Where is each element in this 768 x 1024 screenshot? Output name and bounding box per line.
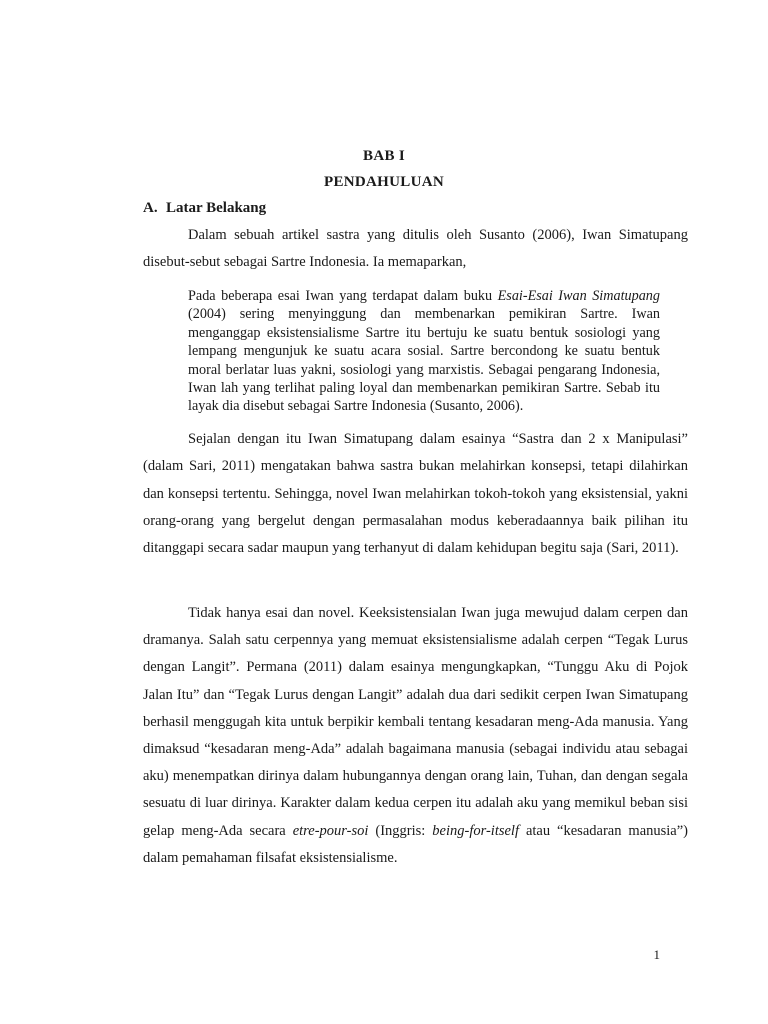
paragraph-intro: Dalam sebuah artikel sastra yang ditulis oleh Susanto (2006), Iwan Simatupang disebut-sebut sebagai Sartre Indonesia. Ia memaparkan, (143, 227, 688, 271)
paragraph-third-text: Tidak hanya esai dan novel. Keeksistensialan Iwan juga mewujud dalam cerpen dan dramanya. Salah satu cerpennya yang memuat eksistensialisme adalah cerpen “Tegak Lurus dengan Langit”. Permana (2011) dalam esainya mengungkapkan, “Tunggu Aku di Pojok Jalan Itu” dan “Tegak Lurus dengan Langit” adalah dua dari sedikit cerpen Iwan Simatupang berhasil menggugah kita untuk berpikir kembali tentang kesadaran meng-Ada manusia. Yang dimaksud “kesadaran meng-Ada” adalah bagaimana manusia (sebagai individu atau sebagai aku) menempatkan dirinya dalam hubungannya dengan orang lain, Tuhan, dan dengan segala sesuatu di luar dirinya. Karakter dalam kedua cerpen itu adalah aku yang memikul beban sisi gelap meng-Ada secara (143, 605, 688, 839)
block-quote (188, 287, 660, 416)
page-number: 1 (653, 947, 660, 962)
term-etre-pour-soi: etre-pour-soi (292, 822, 369, 839)
paragraph-third-end: atau “kesadaran manusia”) dalam pemahaman filsafat eksistensialisme. (143, 822, 689, 866)
paragraph-second: Sejalan dengan itu Iwan Simatupang dalam esainya “Sastra dan 2 x Manipulasi” (dalam Sari, 2011) mengatakan bahwa sastra bukan melahirkan konsepsi, tetapi dilahirkan dan konsepsi tertentu. Sehingga, novel Iwan melahirkan tokoh-tokoh yang eksistensial, yakni orang-orang yang bergelut dengan permasalahan modus keberadaannya baik pilihan itu ditanggapi secara sadar maupun yang terhanyut di dalam kehidupan begitu saja (Sari, 2011). (143, 431, 688, 557)
section-title: Latar Belakang (166, 200, 267, 216)
section-heading (143, 200, 266, 217)
term-being-for-itself: being-for-itself (432, 822, 519, 839)
paragraph-third-mid: (Inggris: (368, 822, 433, 839)
quote-book-title: Esai-Esai Iwan Simatupang (497, 288, 660, 304)
quote-text-start: Pada beberapa esai Iwan yang terdapat dalam buku (188, 288, 498, 304)
quote-text-end: (2004) sering menyinggung dan membenarkan pemikiran Sartre. Iwan menganggap eksistensialisme Sartre itu bertuju ke suatu bentuk sosiologi yang lempang mengunjuk ke suatu acara sosial. Sartre bercondong ke suatu bentuk moral berlatar luas yakni, sosiologi yang marxistis. Sebagai pengarang Indonesia, Iwan lah yang terlihat paling loyal dan membenarkan pemikiran Sartre. Sebab itu layak dia disebut sebagai Sartre Indonesia (Susanto, 2006). (188, 306, 660, 415)
chapter-number: BAB I (363, 148, 405, 164)
paragraph-third (143, 600, 688, 872)
section-letter: A. (143, 200, 158, 216)
chapter-title: PENDAHULUAN (324, 174, 444, 190)
